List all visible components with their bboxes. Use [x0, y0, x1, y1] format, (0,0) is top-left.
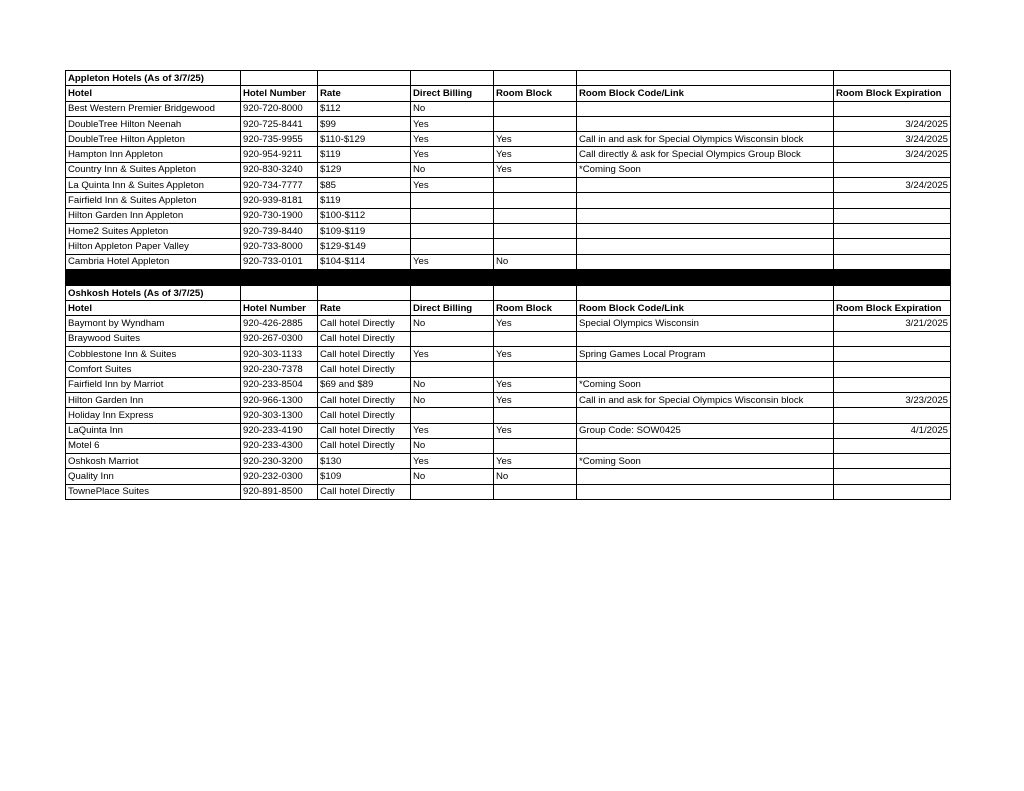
- table-cell: No: [494, 469, 577, 484]
- table-cell: [577, 101, 834, 116]
- table-cell: [411, 239, 494, 254]
- divider-cell: [411, 269, 494, 285]
- table-cell: LaQuinta Inn: [66, 423, 241, 438]
- table-cell: 920-733-8000: [241, 239, 318, 254]
- table-cell: [494, 408, 577, 423]
- table-cell: $99: [318, 116, 411, 131]
- table-cell: [834, 101, 951, 116]
- table-cell: [494, 438, 577, 453]
- table-cell: Yes: [411, 132, 494, 147]
- table-cell: Yes: [411, 147, 494, 162]
- table-cell: 920-966-1300: [241, 392, 318, 407]
- table-cell: DoubleTree Hilton Neenah: [66, 116, 241, 131]
- table-cell: 920-733-0101: [241, 254, 318, 269]
- empty-cell: [318, 285, 411, 300]
- table-cell: Yes: [494, 423, 577, 438]
- table-cell: [577, 116, 834, 131]
- table-cell: Oshkosh Marriot: [66, 454, 241, 469]
- table-cell: Yes: [411, 116, 494, 131]
- table-cell: Call hotel Directly: [318, 423, 411, 438]
- column-header: Room Block: [494, 301, 577, 316]
- divider-cell: [577, 269, 834, 285]
- table-cell: $129: [318, 162, 411, 177]
- table-cell: [834, 438, 951, 453]
- table-cell: 920-233-4190: [241, 423, 318, 438]
- empty-cell: [834, 285, 951, 300]
- column-header: Room Block Code/Link: [577, 301, 834, 316]
- table-cell: Yes: [494, 316, 577, 331]
- table-cell: DoubleTree Hilton Appleton: [66, 132, 241, 147]
- table-cell: Call hotel Directly: [318, 331, 411, 346]
- table-cell: Call hotel Directly: [318, 392, 411, 407]
- table-cell: 920-891-8500: [241, 484, 318, 499]
- table-cell: [494, 208, 577, 223]
- table-cell: [834, 331, 951, 346]
- table-cell: Yes: [494, 162, 577, 177]
- table-cell: $129-$149: [318, 239, 411, 254]
- table-cell: [834, 454, 951, 469]
- table-cell: Yes: [411, 423, 494, 438]
- empty-cell: [318, 71, 411, 86]
- table-cell: Cambria Hotel Appleton: [66, 254, 241, 269]
- table-cell: Cobblestone Inn & Suites: [66, 347, 241, 362]
- column-header: Rate: [318, 301, 411, 316]
- table-cell: [577, 193, 834, 208]
- table-row: [66, 254, 951, 269]
- empty-cell: [241, 71, 318, 86]
- table-row: [66, 469, 951, 484]
- table-cell: No: [411, 438, 494, 453]
- table-cell: [834, 223, 951, 238]
- empty-cell: [834, 71, 951, 86]
- table-cell: [577, 484, 834, 499]
- table-cell: Yes: [494, 147, 577, 162]
- table-cell: Yes: [411, 254, 494, 269]
- table-cell: Best Western Premier Bridgewood: [66, 101, 241, 116]
- hotel-table: [65, 70, 951, 500]
- table-row: [66, 454, 951, 469]
- table-cell: [577, 331, 834, 346]
- table-cell: Hampton Inn Appleton: [66, 147, 241, 162]
- table-cell: 920-233-4300: [241, 438, 318, 453]
- table-cell: [494, 193, 577, 208]
- table-cell: [834, 254, 951, 269]
- table-cell: Hilton Garden Inn Appleton: [66, 208, 241, 223]
- table-cell: 920-735-9955: [241, 132, 318, 147]
- column-header: Room Block Code/Link: [577, 86, 834, 101]
- column-header: Direct Billing: [411, 301, 494, 316]
- table-cell: [834, 362, 951, 377]
- table-cell: 920-303-1300: [241, 408, 318, 423]
- table-row: [66, 423, 951, 438]
- table-cell: Holiday Inn Express: [66, 408, 241, 423]
- table-cell: Group Code: SOW0425: [577, 423, 834, 438]
- table-cell: 920-730-1900: [241, 208, 318, 223]
- table-cell: $109: [318, 469, 411, 484]
- table-cell: 920-303-1133: [241, 347, 318, 362]
- table-cell: [411, 193, 494, 208]
- table-row: [66, 408, 951, 423]
- table-cell: Yes: [494, 454, 577, 469]
- table-cell: 4/1/2025: [834, 423, 951, 438]
- table-row: [66, 316, 951, 331]
- table-row: [66, 116, 951, 131]
- table-cell: 920-830-3240: [241, 162, 318, 177]
- section-title: Oshkosh Hotels (As of 3/7/25): [66, 285, 241, 300]
- empty-cell: [494, 285, 577, 300]
- table-cell: [834, 208, 951, 223]
- table-cell: Yes: [411, 347, 494, 362]
- table-cell: [411, 331, 494, 346]
- table-cell: $119: [318, 147, 411, 162]
- table-cell: [577, 362, 834, 377]
- table-cell: $109-$119: [318, 223, 411, 238]
- table-cell: No: [411, 162, 494, 177]
- table-cell: Call hotel Directly: [318, 438, 411, 453]
- table-cell: 3/23/2025: [834, 392, 951, 407]
- table-cell: [494, 116, 577, 131]
- section-divider: [66, 269, 951, 285]
- column-header: Room Block Expiration: [834, 86, 951, 101]
- table-cell: [494, 239, 577, 254]
- table-cell: $100-$112: [318, 208, 411, 223]
- table-cell: No: [411, 469, 494, 484]
- table-cell: [494, 484, 577, 499]
- table-cell: 920-426-2885: [241, 316, 318, 331]
- table-row: [66, 193, 951, 208]
- table-cell: 920-939-8181: [241, 193, 318, 208]
- table-cell: Yes: [411, 178, 494, 193]
- column-header: Rate: [318, 86, 411, 101]
- table-cell: Spring Games Local Program: [577, 347, 834, 362]
- table-cell: 920-734-7777: [241, 178, 318, 193]
- table-cell: $85: [318, 178, 411, 193]
- table-cell: $112: [318, 101, 411, 116]
- table-cell: 920-232-0300: [241, 469, 318, 484]
- table-cell: [577, 254, 834, 269]
- table-cell: [834, 239, 951, 254]
- table-cell: [411, 408, 494, 423]
- empty-cell: [411, 285, 494, 300]
- column-header: Room Block: [494, 86, 577, 101]
- table-row: [66, 377, 951, 392]
- table-cell: 3/21/2025: [834, 316, 951, 331]
- table-cell: 3/24/2025: [834, 147, 951, 162]
- column-header-row: [66, 301, 951, 316]
- divider-cell: [241, 269, 318, 285]
- table-row: [66, 347, 951, 362]
- table-row: [66, 162, 951, 177]
- table-cell: [494, 223, 577, 238]
- table-cell: *Coming Soon: [577, 162, 834, 177]
- table-row: [66, 362, 951, 377]
- table-cell: Call in and ask for Special Olympics Wisconsin block: [577, 392, 834, 407]
- empty-cell: [494, 71, 577, 86]
- table-cell: Yes: [494, 347, 577, 362]
- table-cell: $130: [318, 454, 411, 469]
- table-cell: [577, 223, 834, 238]
- empty-cell: [241, 285, 318, 300]
- table-cell: Fairfield Inn by Marriot: [66, 377, 241, 392]
- table-cell: Braywood Suites: [66, 331, 241, 346]
- table-row: [66, 239, 951, 254]
- table-cell: No: [411, 392, 494, 407]
- table-cell: Call hotel Directly: [318, 316, 411, 331]
- divider-cell: [318, 269, 411, 285]
- table-row: [66, 223, 951, 238]
- column-header-row: [66, 86, 951, 101]
- table-cell: $69 and $89: [318, 377, 411, 392]
- table-cell: $110-$129: [318, 132, 411, 147]
- table-cell: 920-230-7378: [241, 362, 318, 377]
- table-cell: Call hotel Directly: [318, 484, 411, 499]
- table-cell: [577, 408, 834, 423]
- section-title-row: [66, 71, 951, 86]
- table-cell: 920-267-0300: [241, 331, 318, 346]
- table-cell: Special Olympics Wisconsin: [577, 316, 834, 331]
- table-cell: Baymont by Wyndham: [66, 316, 241, 331]
- table-cell: [577, 239, 834, 254]
- table-cell: La Quinta Inn & Suites Appleton: [66, 178, 241, 193]
- table-cell: Call in and ask for Special Olympics Wisconsin block: [577, 132, 834, 147]
- table-row: [66, 208, 951, 223]
- table-cell: Yes: [494, 132, 577, 147]
- table-cell: [494, 362, 577, 377]
- divider-cell: [834, 269, 951, 285]
- table-cell: $104-$114: [318, 254, 411, 269]
- table-cell: [834, 408, 951, 423]
- table-cell: [834, 193, 951, 208]
- table-cell: *Coming Soon: [577, 454, 834, 469]
- column-header: Hotel: [66, 86, 241, 101]
- table-row: [66, 101, 951, 116]
- table-cell: Fairfield Inn & Suites Appleton: [66, 193, 241, 208]
- table-cell: [411, 223, 494, 238]
- table-cell: Yes: [494, 392, 577, 407]
- table-cell: 920-725-8441: [241, 116, 318, 131]
- table-row: [66, 438, 951, 453]
- table-cell: No: [411, 377, 494, 392]
- empty-cell: [577, 71, 834, 86]
- table-cell: 3/24/2025: [834, 178, 951, 193]
- table-cell: Country Inn & Suites Appleton: [66, 162, 241, 177]
- divider-cell: [66, 269, 241, 285]
- table-cell: 920-233-8504: [241, 377, 318, 392]
- table-cell: [411, 484, 494, 499]
- table-cell: [494, 331, 577, 346]
- table-cell: Call directly & ask for Special Olympics Group Block: [577, 147, 834, 162]
- column-header: Room Block Expiration: [834, 301, 951, 316]
- section-title: Appleton Hotels (As of 3/7/25): [66, 71, 241, 86]
- table-row: [66, 147, 951, 162]
- table-cell: [577, 208, 834, 223]
- table-row: [66, 178, 951, 193]
- table-cell: *Coming Soon: [577, 377, 834, 392]
- table-cell: [834, 484, 951, 499]
- table-cell: [577, 469, 834, 484]
- hotel-table-body: [66, 71, 951, 500]
- column-header: Direct Billing: [411, 86, 494, 101]
- table-row: [66, 392, 951, 407]
- table-cell: No: [411, 101, 494, 116]
- table-row: [66, 132, 951, 147]
- empty-cell: [577, 285, 834, 300]
- column-header: Hotel Number: [241, 301, 318, 316]
- table-cell: Motel 6: [66, 438, 241, 453]
- table-cell: Comfort Suites: [66, 362, 241, 377]
- table-cell: Hilton Garden Inn: [66, 392, 241, 407]
- table-cell: [577, 438, 834, 453]
- empty-cell: [411, 71, 494, 86]
- table-cell: [834, 347, 951, 362]
- table-cell: Home2 Suites Appleton: [66, 223, 241, 238]
- table-cell: Call hotel Directly: [318, 362, 411, 377]
- table-cell: [494, 178, 577, 193]
- table-cell: 3/24/2025: [834, 132, 951, 147]
- table-cell: 920-720-8000: [241, 101, 318, 116]
- table-cell: 3/24/2025: [834, 116, 951, 131]
- column-header: Hotel: [66, 301, 241, 316]
- table-cell: [834, 377, 951, 392]
- table-cell: [411, 208, 494, 223]
- table-cell: Yes: [411, 454, 494, 469]
- table-cell: 920-954-9211: [241, 147, 318, 162]
- table-cell: [494, 101, 577, 116]
- table-cell: 920-230-3200: [241, 454, 318, 469]
- table-cell: [577, 178, 834, 193]
- column-header: Hotel Number: [241, 86, 318, 101]
- table-cell: Hilton Appleton Paper Valley: [66, 239, 241, 254]
- section-title-row: [66, 285, 951, 300]
- table-cell: Quality Inn: [66, 469, 241, 484]
- table-cell: Yes: [494, 377, 577, 392]
- table-cell: $119: [318, 193, 411, 208]
- table-cell: TownePlace Suites: [66, 484, 241, 499]
- divider-cell: [494, 269, 577, 285]
- table-cell: [834, 469, 951, 484]
- table-cell: No: [411, 316, 494, 331]
- table-cell: Call hotel Directly: [318, 408, 411, 423]
- table-cell: [834, 162, 951, 177]
- table-row: [66, 484, 951, 499]
- table-cell: [411, 362, 494, 377]
- table-cell: 920-739-8440: [241, 223, 318, 238]
- table-row: [66, 331, 951, 346]
- table-cell: Call hotel Directly: [318, 347, 411, 362]
- table-cell: No: [494, 254, 577, 269]
